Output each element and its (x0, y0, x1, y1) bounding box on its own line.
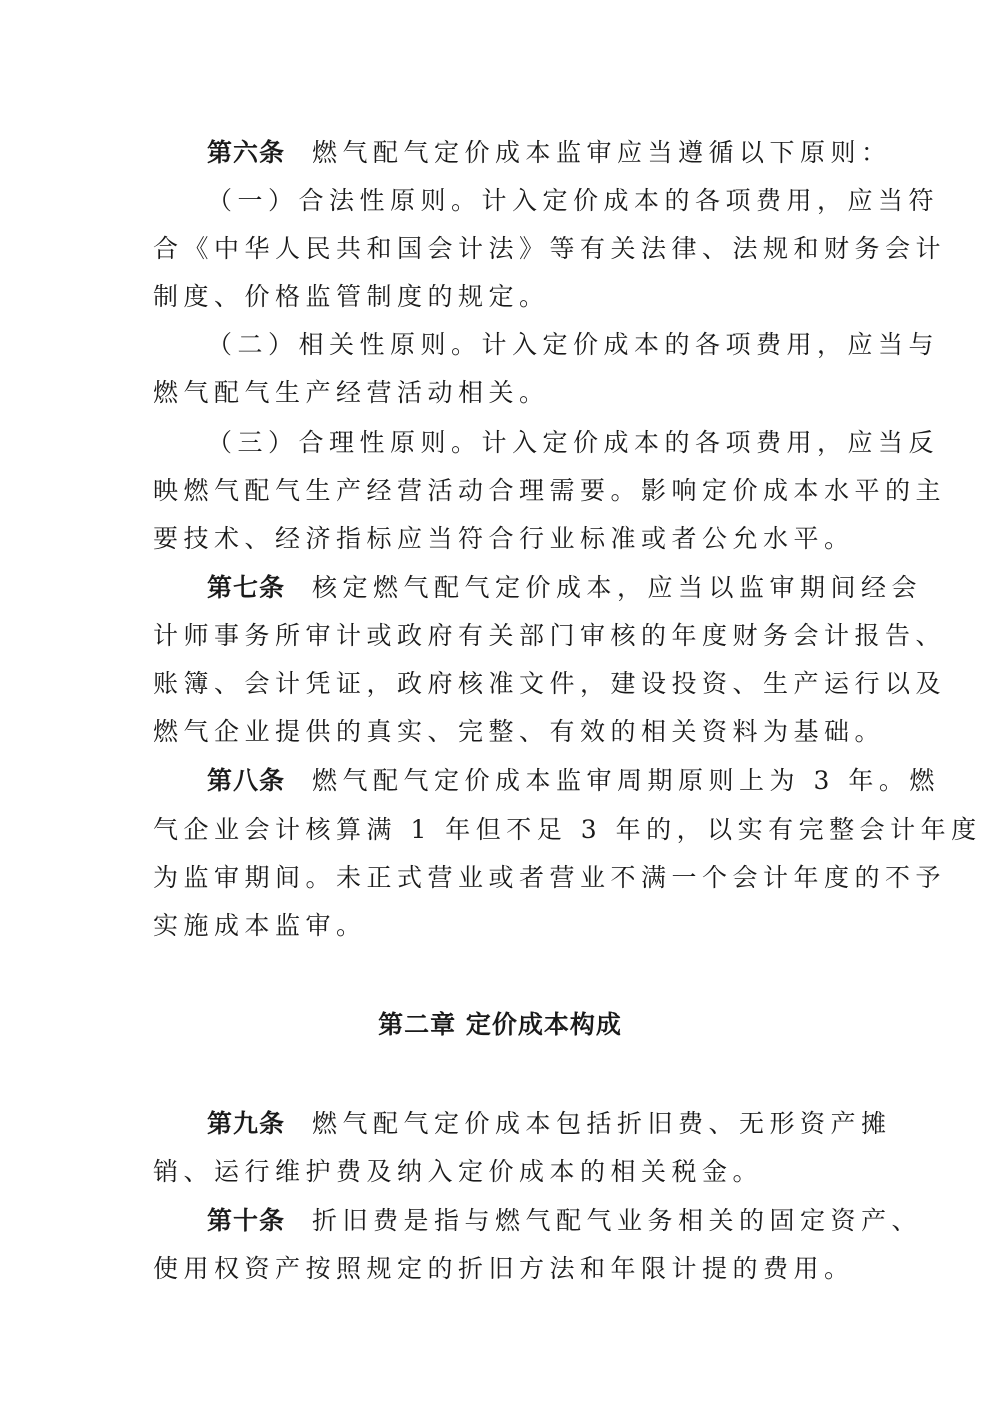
article-10-text: 折旧费是指与燃气配气业务相关的固定资产、 (312, 1206, 923, 1235)
article-9-line-2: 销、运行维护费及纳入定价成本的相关税金。 (153, 1157, 764, 1186)
article-7-line-2: 计师事务所审计或政府有关部门审核的年度财务会计报告、 (153, 621, 947, 650)
article-6-item-3-line-1: （三）合理性原则。计入定价成本的各项费用，应当反 (207, 428, 940, 457)
article-6-line-1 (207, 128, 1000, 178)
article-6-item-1-line-2: 合《中华人民共和国会计法》等有关法律、法规和财务会计 (153, 234, 947, 263)
article-6-item-2-line-2: 燃气配气生产经营活动相关。 (153, 378, 550, 407)
article-7-text: 核定燃气配气定价成本，应当以监审期间经会 (312, 573, 923, 602)
article-6-item-2-line-1: （二）相关性原则。计入定价成本的各项费用，应当与 (207, 330, 940, 359)
article-7-line-4: 燃气企业提供的真实、完整、有效的相关资料为基础。 (153, 717, 886, 746)
article-9-line-1 (207, 1099, 1000, 1149)
article-9-label: 第九条 (207, 1109, 286, 1138)
article-6-label: 第六条 (207, 138, 286, 167)
article-6-item-1-line-1: （一）合法性原则。计入定价成本的各项费用，应当符 (207, 186, 940, 215)
article-8-line-1 (207, 756, 1000, 806)
article-10-label: 第十条 (207, 1206, 286, 1235)
article-7-label: 第七条 (207, 573, 286, 602)
article-10-line-2: 使用权资产按照规定的折旧方法和年限计提的费用。 (153, 1254, 855, 1283)
article-8-line-2: 气企业会计核算满 1 年但不足 3 年的，以实有完整会计年度 (153, 815, 982, 844)
article-9-text: 燃气配气定价成本包括折旧费、无形资产摊 (312, 1109, 892, 1138)
article-6-text: 燃气配气定价成本监审应当遵循以下原则： (312, 138, 892, 167)
chapter-2-heading: 第二章 定价成本构成 (378, 1010, 622, 1039)
article-8-line-3: 为监审期间。未正式营业或者营业不满一个会计年度的不予 (153, 863, 947, 892)
article-6-item-3-line-3: 要技术、经济指标应当符合行业标准或者公允水平。 (153, 524, 855, 553)
article-8-line-4: 实施成本监审。 (153, 911, 367, 940)
article-7-line-3: 账簿、会计凭证，政府核准文件，建设投资、生产运行以及 (153, 669, 947, 698)
article-8-text: 燃气配气定价成本监审周期原则上为 3 年。燃 (312, 766, 940, 795)
article-8-label: 第八条 (207, 766, 286, 795)
article-7-line-1 (207, 563, 1000, 613)
article-10-line-1 (207, 1196, 1000, 1246)
article-6-item-1-line-3: 制度、价格监管制度的规定。 (153, 282, 550, 311)
article-6-item-3-line-2: 映燃气配气生产经营活动合理需要。影响定价成本水平的主 (153, 476, 947, 505)
